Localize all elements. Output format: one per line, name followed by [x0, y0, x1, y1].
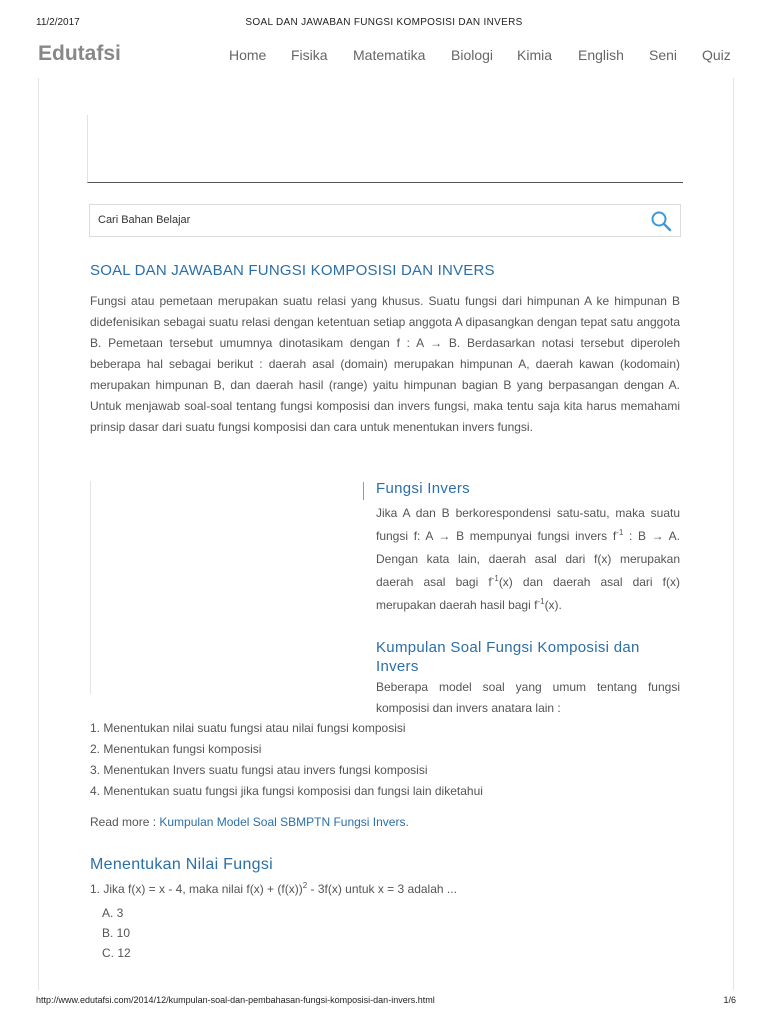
nav-item-biologi[interactable]: Biologi — [451, 47, 494, 63]
nav-item-fisika[interactable]: Fisika — [291, 47, 328, 63]
nilai-fungsi-heading: Menentukan Nilai Fungsi — [90, 856, 273, 873]
banner-area — [87, 115, 683, 183]
image-placeholder — [90, 481, 364, 694]
intro-paragraph: Fungsi atau pemetaan merupakan suatu relasi yang khusus. Suatu fungsi dari himpunan A ke himpunan B didefenisikan sebagai suatu relasi dengan ketentuan setiap anggota A dipasangkan dengan tepat satu anggota B. Pemetaan tersebut umumnya dinotasikam dengan f : A → B. Berdasarkan notasi tersebut diperoleh beberapa hal sebagai berikut : daerah asal (domain) merupakan himpunan A, daerah kawan (kodomain) merupakan himpunan B, dan daerah hasil (range) yaitu himpunan bagian B yang berpasangan dengan A. Untuk menjawab soal-soal tentang fungsi komposisi dan invers fungsi, maka tentu saja kita harus memahami prinsip dasar dari suatu fungsi komposisi dan cara untuk menentukan invers fungsi. — [90, 294, 680, 434]
search-box[interactable] — [89, 204, 681, 237]
option-c: C. 12 — [102, 946, 131, 960]
option-a: A. 3 — [102, 906, 124, 920]
nav-item-english[interactable]: English — [578, 47, 624, 63]
print-date: 11/2/2017 — [36, 17, 80, 28]
kumpulan-heading: Kumpulan Soal Fungsi Komposisi dan Invers — [376, 639, 640, 675]
image-divider — [363, 482, 364, 500]
read-more: Read more : Kumpulan Model Soal SBMPTN Fungsi Invers. — [90, 815, 409, 829]
site-logo[interactable]: Edutafsi — [38, 42, 121, 65]
list-item: 3. Menentukan Invers suatu fungsi atau invers fungsi komposisi — [90, 763, 428, 777]
option-b: B. 10 — [102, 926, 131, 940]
search-icon[interactable] — [650, 210, 672, 232]
list-item: 2. Menentukan fungsi komposisi — [90, 742, 262, 756]
print-footer-url: http://www.edutafsi.com/2014/12/kumpulan-soal-dan-pembahasan-fungsi-komposisi-dan-invers.html — [36, 995, 435, 1005]
print-page-number: 1/6 — [723, 995, 736, 1005]
nav-item-seni[interactable]: Seni — [649, 47, 678, 63]
fungsi-invers-text: Jika A dan B berkorespondensi satu-satu, maka suatu fungsi f: A → B mempunyai fungsi invers $f^{-1}$ : B → A. Dengan kata lain, daerah asal dari f(x) merupakan daerah asal bagi $f^{-1}(x)$ dan daerah asal dari f(x) merupakan daerah hasil bagi $f^{-1}(x)$. — [376, 506, 680, 612]
search-input[interactable]: Cari Bahan Belajar — [98, 214, 191, 226]
read-more-link[interactable]: Kumpulan Model Soal SBMPTN Fungsi Invers. — [159, 815, 409, 829]
kumpulan-text: Beberapa model soal yang umum tentang fungsi komposisi dan invers anatara lain : — [376, 680, 680, 715]
nav-item-kimia[interactable]: Kimia — [517, 47, 553, 63]
nav-item-matematika[interactable]: Matematika — [353, 47, 426, 63]
list-item: 1. Menentukan nilai suatu fungsi atau nilai fungsi komposisi — [90, 721, 406, 735]
nav-item-home[interactable]: Home — [229, 47, 267, 63]
question-1: 1. Jika f(x) = x - 4, maka nilai $f(x) + (f(x))^2 - 3f(x)$ untuk x = 3 adalah ... — [90, 881, 457, 896]
print-header-title: SOAL DAN JAWABAN FUNGSI KOMPOSISI DAN INVERS — [245, 17, 523, 28]
question-1-options — [102, 903, 131, 963]
list-item: 4. Menentukan suatu fungsi jika fungsi komposisi dan fungsi lain diketahui — [90, 784, 483, 798]
post-title: SOAL DAN JAWABAN FUNGSI KOMPOSISI DAN INVERS — [90, 262, 495, 279]
soal-type-list — [90, 718, 483, 802]
nav-item-quiz[interactable]: Quiz — [702, 47, 731, 63]
fungsi-invers-heading: Fungsi Invers — [376, 480, 470, 497]
